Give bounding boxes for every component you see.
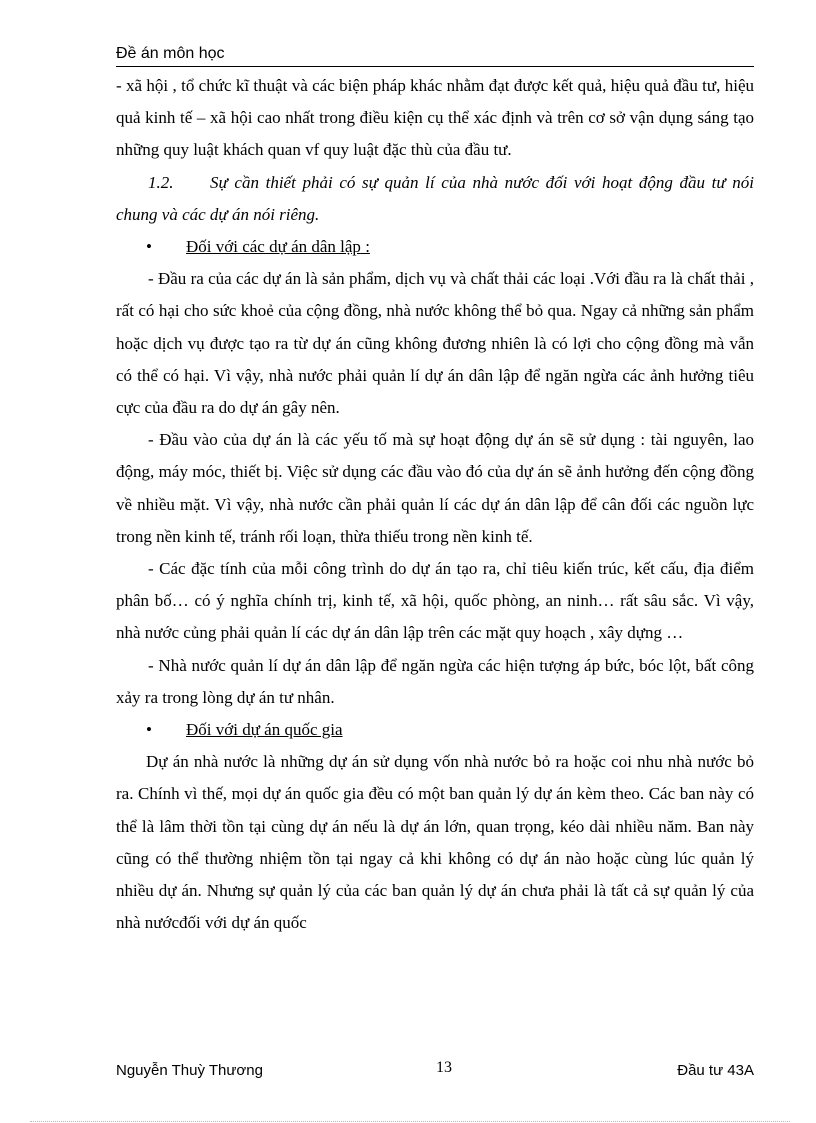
section-title: Sự cần thiết phải có sự quản lí của nhà nước đối với hoạt động đầu tư nói chung và các dự án nói riêng. xyxy=(116,172,754,224)
footer-author: Nguyễn Thuỳ Thương xyxy=(116,1062,263,1079)
bullet-label: Đối với dự án quốc gia xyxy=(186,720,343,740)
bullet-icon: • xyxy=(146,237,152,257)
document-title: Đề án môn học xyxy=(116,45,225,62)
paragraph-national-projects: Dự án nhà nước là những dự án sử dụng vốn nhà nước bỏ ra hoặc coi nhu nhà nước bỏ ra. Chính vì thế, mọi dự án quốc gia đều có một ban quản lý dự án kèm theo. Các ban này có thể là lâm thời tồn tại cùng dự án nếu là dự án lớn, quan trọng, kéo dài nhiều năm. Ban này cũng có thể thường nhiệm tồn tại ngay cả khi không có dự án nào hoặc cùng lúc quản lý nhiều dự án. Nhưng sự quản lý của các ban quản lý dự án chưa phải là tất cả sự quản lý của nhà nướcđối với dự án quốc xyxy=(116,752,754,933)
paragraph-intro: - xã hội , tổ chức kĩ thuật và các biện pháp khác nhằm đạt được kết quả, hiệu quả đầu tư, hiệu quả kinh tế – xã hội cao nhất trong điều kiện cụ thể xác định và trên cơ sở vận dụng sáng tạo những quy luật khách quan vf quy luật đặc thù của đầu tư. xyxy=(116,76,754,160)
footer-class: Đầu tư 43A xyxy=(677,1062,754,1079)
section-heading xyxy=(116,167,754,231)
bullet-icon: • xyxy=(146,720,152,740)
page-number: 13 xyxy=(436,1059,452,1076)
paragraph-characteristics: - Các đặc tính của mỗi công trình do dự án tạo ra, chỉ tiêu kiến trúc, kết cấu, địa điểm phân bố… có ý nghĩa chính trị, kinh tế, xã hội, quốc phòng, an ninh… rất sâu sắc. Vì vậy, nhà nước củng phải quản lí các dự án dân lập trên các mặt quy hoạch , xây dựng … xyxy=(116,559,754,643)
page-header xyxy=(116,44,754,67)
document-body xyxy=(116,70,754,939)
paragraph-exploitation: - Nhà nước quản lí dự án dân lập để ngăn ngừa các hiện tượng áp bức, bóc lột, bất công xảy ra trong lòng dự án tư nhân. xyxy=(116,655,754,707)
bullet-label: Đối với các dự án dân lập xyxy=(186,237,361,257)
paragraph-outputs: - Đầu ra của các dự án là sản phẩm, dịch vụ và chất thải các loại .Với đầu ra là chất thải , rất có hại cho sức khoẻ của cộng đồng, nhà nước không thể bỏ qua. Ngay cả những sản phẩm hoặc dịch vụ được tạo ra từ dự án cũng không đương nhiên là có lợi cho cộng đồng mà vẫn có thể có hại. Vì vậy, nhà nước phải quản lí dự án dân lập để ngăn ngừa các ảnh hưởng tiêu cực của đầu ra do dự án gây nên. xyxy=(116,269,754,418)
bullet-heading-national-projects xyxy=(116,714,754,746)
section-number: 1.2. xyxy=(148,172,174,192)
bullet-heading-private-projects xyxy=(116,231,754,263)
paragraph-inputs: - Đầu vào của dự án là các yếu tố mà sự hoạt động dự án sẽ sử dụng : tài nguyên, lao động, máy móc, thiết bị. Việc sử dụng các đầu vào đó của dự án sẽ ảnh hưởng đến cộng đồng về nhiều mặt. Vì vậy, nhà nước cần phải quản lí các dự án dân lập để cân đối các nguồn lực trong nền kinh tế, tránh rối loạn, thừa thiếu trong nền kinh tế. xyxy=(116,430,754,546)
page-bottom-divider xyxy=(30,1121,790,1122)
page-footer xyxy=(116,1059,754,1084)
bullet-label-suffix: : xyxy=(360,237,370,257)
